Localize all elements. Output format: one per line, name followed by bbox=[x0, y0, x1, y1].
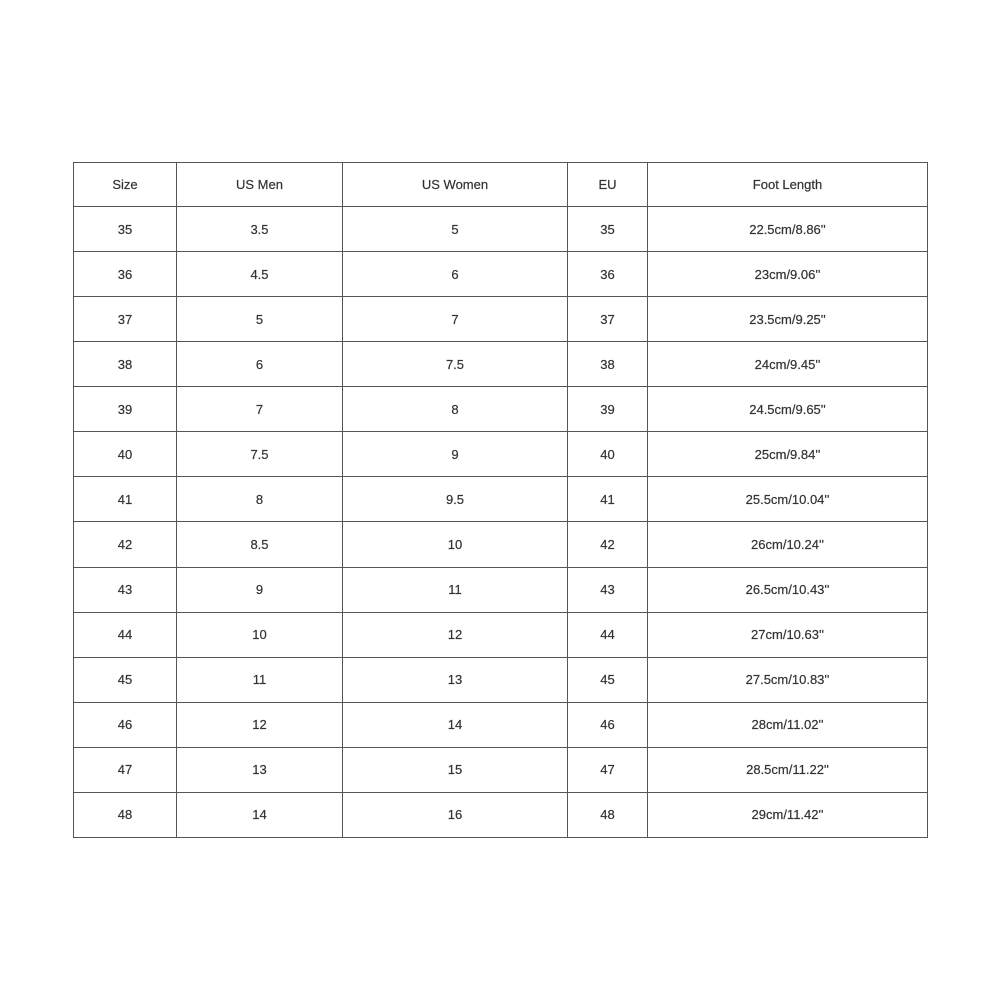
cell-us-women: 12 bbox=[343, 612, 568, 657]
cell-us-men: 12 bbox=[177, 702, 343, 747]
cell-us-women: 14 bbox=[343, 702, 568, 747]
table-row bbox=[74, 567, 928, 612]
cell-foot-length: 24.5cm/9.65'' bbox=[648, 387, 928, 432]
cell-foot-length: 23cm/9.06'' bbox=[648, 252, 928, 297]
cell-us-men: 7 bbox=[177, 387, 343, 432]
cell-us-women: 6 bbox=[343, 252, 568, 297]
cell-foot-length: 27cm/10.63'' bbox=[648, 612, 928, 657]
cell-eu: 43 bbox=[568, 567, 648, 612]
cell-eu: 35 bbox=[568, 207, 648, 252]
cell-us-women: 15 bbox=[343, 747, 568, 792]
cell-us-women: 7 bbox=[343, 297, 568, 342]
cell-us-women: 8 bbox=[343, 387, 568, 432]
cell-size: 46 bbox=[74, 702, 177, 747]
header-size: Size bbox=[74, 163, 177, 207]
cell-eu: 45 bbox=[568, 657, 648, 702]
cell-us-men: 4.5 bbox=[177, 252, 343, 297]
header-foot-length: Foot Length bbox=[648, 163, 928, 207]
cell-us-women: 16 bbox=[343, 792, 568, 837]
cell-us-men: 10 bbox=[177, 612, 343, 657]
cell-eu: 40 bbox=[568, 432, 648, 477]
cell-us-women: 9.5 bbox=[343, 477, 568, 522]
cell-foot-length: 28cm/11.02'' bbox=[648, 702, 928, 747]
cell-size: 35 bbox=[74, 207, 177, 252]
cell-foot-length: 27.5cm/10.83'' bbox=[648, 657, 928, 702]
table-body bbox=[74, 207, 928, 838]
cell-size: 40 bbox=[74, 432, 177, 477]
table-row bbox=[74, 747, 928, 792]
cell-us-men: 6 bbox=[177, 342, 343, 387]
cell-foot-length: 22.5cm/8.86'' bbox=[648, 207, 928, 252]
cell-us-women: 11 bbox=[343, 567, 568, 612]
cell-size: 43 bbox=[74, 567, 177, 612]
cell-foot-length: 26cm/10.24'' bbox=[648, 522, 928, 567]
cell-size: 38 bbox=[74, 342, 177, 387]
table-row bbox=[74, 657, 928, 702]
cell-foot-length: 25cm/9.84'' bbox=[648, 432, 928, 477]
cell-size: 41 bbox=[74, 477, 177, 522]
cell-us-men: 5 bbox=[177, 297, 343, 342]
cell-eu: 36 bbox=[568, 252, 648, 297]
cell-us-women: 5 bbox=[343, 207, 568, 252]
cell-foot-length: 26.5cm/10.43'' bbox=[648, 567, 928, 612]
cell-foot-length: 28.5cm/11.22'' bbox=[648, 747, 928, 792]
cell-eu: 38 bbox=[568, 342, 648, 387]
cell-foot-length: 29cm/11.42'' bbox=[648, 792, 928, 837]
cell-eu: 44 bbox=[568, 612, 648, 657]
table-row bbox=[74, 342, 928, 387]
table-row bbox=[74, 207, 928, 252]
cell-us-men: 3.5 bbox=[177, 207, 343, 252]
cell-size: 36 bbox=[74, 252, 177, 297]
cell-eu: 47 bbox=[568, 747, 648, 792]
cell-foot-length: 24cm/9.45'' bbox=[648, 342, 928, 387]
cell-eu: 42 bbox=[568, 522, 648, 567]
cell-us-men: 8 bbox=[177, 477, 343, 522]
table-row bbox=[74, 252, 928, 297]
table-row bbox=[74, 297, 928, 342]
cell-eu: 48 bbox=[568, 792, 648, 837]
cell-size: 42 bbox=[74, 522, 177, 567]
cell-foot-length: 23.5cm/9.25'' bbox=[648, 297, 928, 342]
cell-size: 48 bbox=[74, 792, 177, 837]
cell-us-men: 14 bbox=[177, 792, 343, 837]
cell-eu: 37 bbox=[568, 297, 648, 342]
cell-size: 45 bbox=[74, 657, 177, 702]
table-row bbox=[74, 702, 928, 747]
cell-eu: 39 bbox=[568, 387, 648, 432]
cell-us-men: 8.5 bbox=[177, 522, 343, 567]
cell-size: 37 bbox=[74, 297, 177, 342]
cell-size: 39 bbox=[74, 387, 177, 432]
table-row bbox=[74, 432, 928, 477]
cell-us-men: 7.5 bbox=[177, 432, 343, 477]
cell-us-men: 13 bbox=[177, 747, 343, 792]
cell-eu: 46 bbox=[568, 702, 648, 747]
cell-us-men: 11 bbox=[177, 657, 343, 702]
header-us-women: US Women bbox=[343, 163, 568, 207]
header-us-men: US Men bbox=[177, 163, 343, 207]
header-row bbox=[74, 163, 928, 207]
size-chart-table bbox=[73, 162, 928, 838]
cell-us-women: 13 bbox=[343, 657, 568, 702]
header-eu: EU bbox=[568, 163, 648, 207]
table-header bbox=[74, 163, 928, 207]
table-row bbox=[74, 387, 928, 432]
table-row bbox=[74, 612, 928, 657]
cell-eu: 41 bbox=[568, 477, 648, 522]
cell-us-men: 9 bbox=[177, 567, 343, 612]
cell-size: 47 bbox=[74, 747, 177, 792]
cell-size: 44 bbox=[74, 612, 177, 657]
table-row bbox=[74, 792, 928, 837]
cell-us-women: 10 bbox=[343, 522, 568, 567]
table-row bbox=[74, 522, 928, 567]
table-row bbox=[74, 477, 928, 522]
cell-us-women: 9 bbox=[343, 432, 568, 477]
cell-us-women: 7.5 bbox=[343, 342, 568, 387]
cell-foot-length: 25.5cm/10.04'' bbox=[648, 477, 928, 522]
